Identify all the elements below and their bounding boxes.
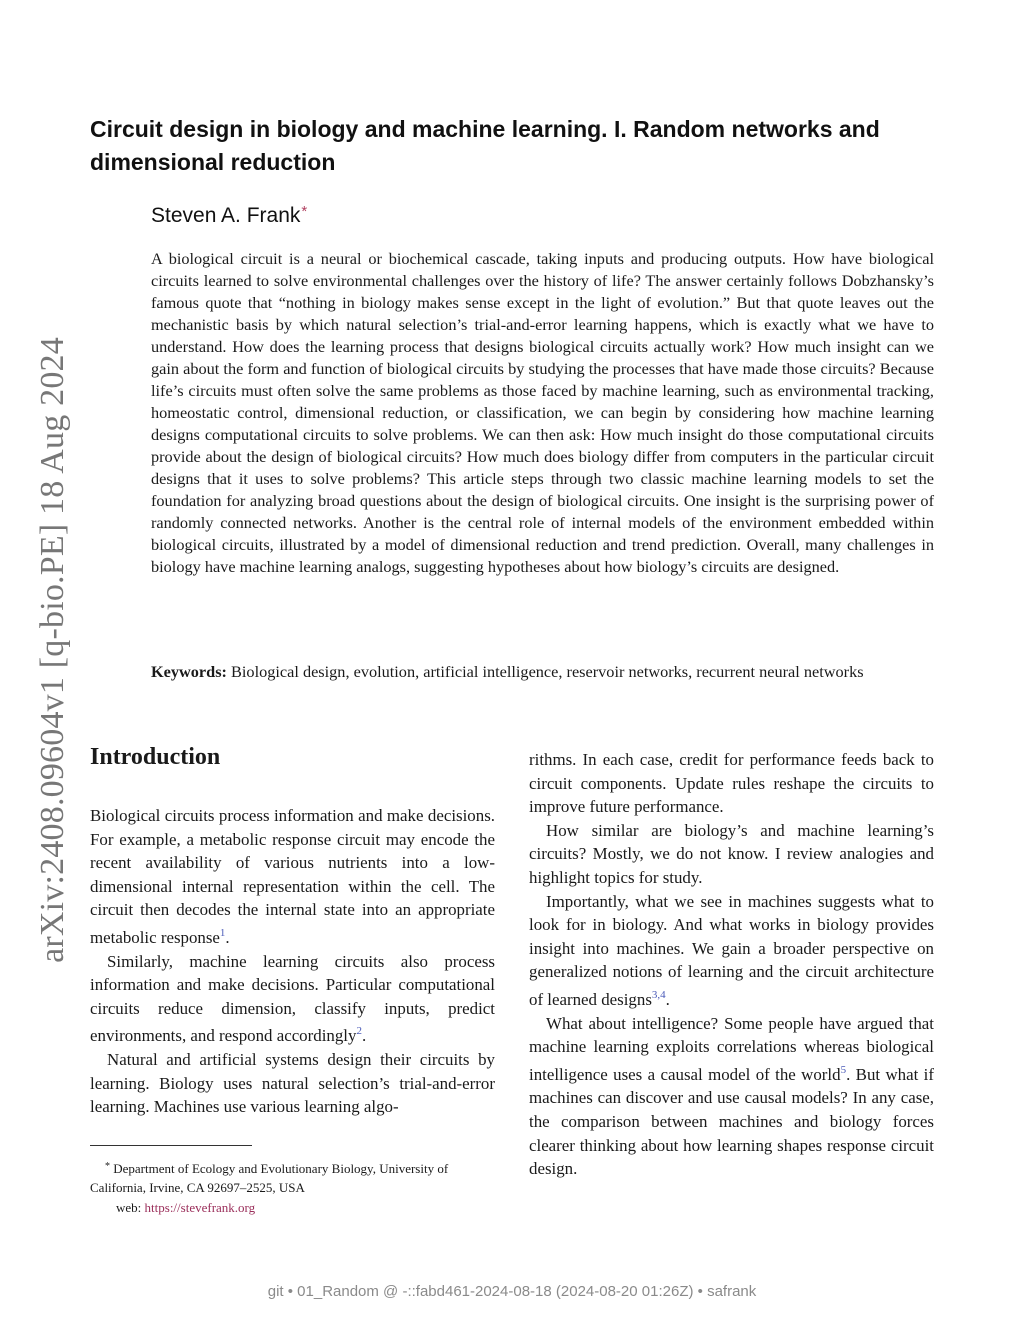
build-footer: git • 01_Random @ -::fabd461-2024-08-18 (2024-08-20 01:26Z) • safrank	[267, 1283, 757, 1300]
author-footnote-marker[interactable]: *	[301, 203, 308, 220]
keywords	[151, 661, 934, 683]
footnote-web-label: web:	[116, 1200, 142, 1215]
author-website-link[interactable]: https://stevefrank.org	[144, 1200, 256, 1215]
intro-paragraph-5: Importantly, what we see in machines suggests what to look for in biology. And what works in biology provides insight into machines. We gain a broader perspective on generalized notions of learning and the circuit architecture of learned designs$^{3,4}$.	[529, 891, 934, 1009]
intro-paragraph-1-text: Biological circuits process information and make decisions. For example, a metabolic response circuit may encode the recent availability of various nutrients into a low-dimensional internal representation within the cell. The circuit then decodes the internal state into an appropriate metabolic response	[90, 806, 495, 947]
footnote-web	[116, 1200, 255, 1216]
citation-ref[interactable]: 3,4	[651, 988, 666, 1001]
arxiv-stamp: arXiv:2408.09604v1 [q-bio.PE] 18 Aug 2024	[34, 337, 71, 963]
intro-paragraph-3-text-start: Natural and artificial systems design their circuits by learning. Biology uses natural selection’s trial-and-error learning. Machines use various learning algo-	[90, 1049, 495, 1117]
intro-paragraph-6-text: What about intelligence? Some people have argued that machine learning exploits correlations whereas biological intelligence uses a causal model of the world	[529, 1013, 934, 1084]
footnote-affiliation-text: Department of Ecology and Evolutionary Biology, University of California, Irvine, CA 92697–2525, USA	[90, 1161, 449, 1195]
intro-paragraph-6-text-end: . But what if machines can discover and use causal models? In any case, the comparison between machines and biology forces clearer thinking about how learning shapes response circuit design.	[529, 1064, 934, 1179]
intro-paragraph-2-text: Similarly, machine learning circuits also process information and make decisions. Particular computational circuits reduce dimension, classify inputs, predict environments, and respond accordingly	[90, 951, 495, 1046]
intro-paragraph-3-continued	[529, 748, 934, 819]
intro-paragraph-3-start	[90, 1048, 495, 1119]
author-line	[151, 203, 307, 228]
intro-paragraph-2: Similarly, machine learning circuits also process information and make decisions. Particular computational circuits reduce dimension, classify inputs, predict environments, and respond accordingly$^2$.	[90, 951, 495, 1046]
section-heading-introduction: Introduction	[90, 744, 221, 770]
footnote-divider	[90, 1145, 252, 1146]
keywords-label: Keywords:	[151, 662, 227, 681]
left-column	[90, 804, 495, 1119]
footnote-affiliation	[90, 1157, 495, 1197]
intro-paragraph-1: Biological circuits process information and make decisions. For example, a metabolic response circuit may encode the recent availability of various nutrients into a low-dimensional internal representation within the cell. The circuit then decodes the internal state into an appropriate metabolic response$^1$.	[90, 806, 495, 947]
right-column	[529, 748, 934, 1181]
intro-paragraph-5-text: Importantly, what we see in machines suggests what to look for in biology. And what works in biology provides insight into machines. We gain a broader perspective on generalized notions of learning and the circuit architecture of learned designs	[529, 891, 934, 1009]
intro-paragraph-6	[529, 1012, 934, 1181]
footnote-marker: *	[105, 1161, 110, 1172]
citation-ref[interactable]: 5	[840, 1063, 847, 1076]
paper-title: Circuit design in biology and machine learning. I. Random networks and dimensional reduction	[90, 116, 880, 175]
citation-ref[interactable]: 1	[219, 926, 226, 939]
citation-ref[interactable]: 2	[356, 1025, 362, 1038]
intro-paragraph-4: How similar are biology’s and machine learning’s circuits? Mostly, we do not know. I review analogies and highlight topics for study.	[529, 820, 934, 887]
author-name: Steven A. Frank	[151, 204, 301, 227]
intro-paragraph-3-text-end: rithms. In each case, credit for performance feeds back to circuit components. Update rules reshape the circuits to improve future performance.	[529, 750, 934, 817]
keywords-text: Biological design, evolution, artificial intelligence, reservoir networks, recurrent neural networks	[231, 662, 864, 681]
abstract: A biological circuit is a neural or biochemical cascade, taking inputs and producing outputs. How have biological circuits learned to solve environmental challenges over the history of life? The answer certainly follows Dobzhansky’s famous quote that “nothing in biology makes sense except in the light of evolution.” But that quote leaves out the mechanistic basis by which natural selection’s trial-and-error learning happens, which is exactly what we have to understand. How does the learning process that designs biological circuits actually work? How much insight can we gain about the form and function of biological circuits by studying the processes that have made those circuits? Because life’s circuits must often solve the same problems as those faced by machine learning, such as environmental tracking, homeostatic control, dimensional reduction, or classification, we can begin by considering how machine learning designs computational circuits to solve problems. We can then ask: How much insight do those computational circuits provide about the design of biological circuits? How much does biology differ from computers in the particular circuit designs that it uses to solve problems? This article steps through two classic machine learning models to set the foundation for analyzing broad questions about the design of biological circuits. One insight is the surprising power of randomly connected networks. Another is the central role of internal models of the environment embedded within biological circuits, illustrated by a model of dimensional reduction and trend prediction. Overall, many challenges in biology have machine learning analogs, suggesting hypotheses about how biology’s circuits are designed.	[151, 249, 934, 576]
